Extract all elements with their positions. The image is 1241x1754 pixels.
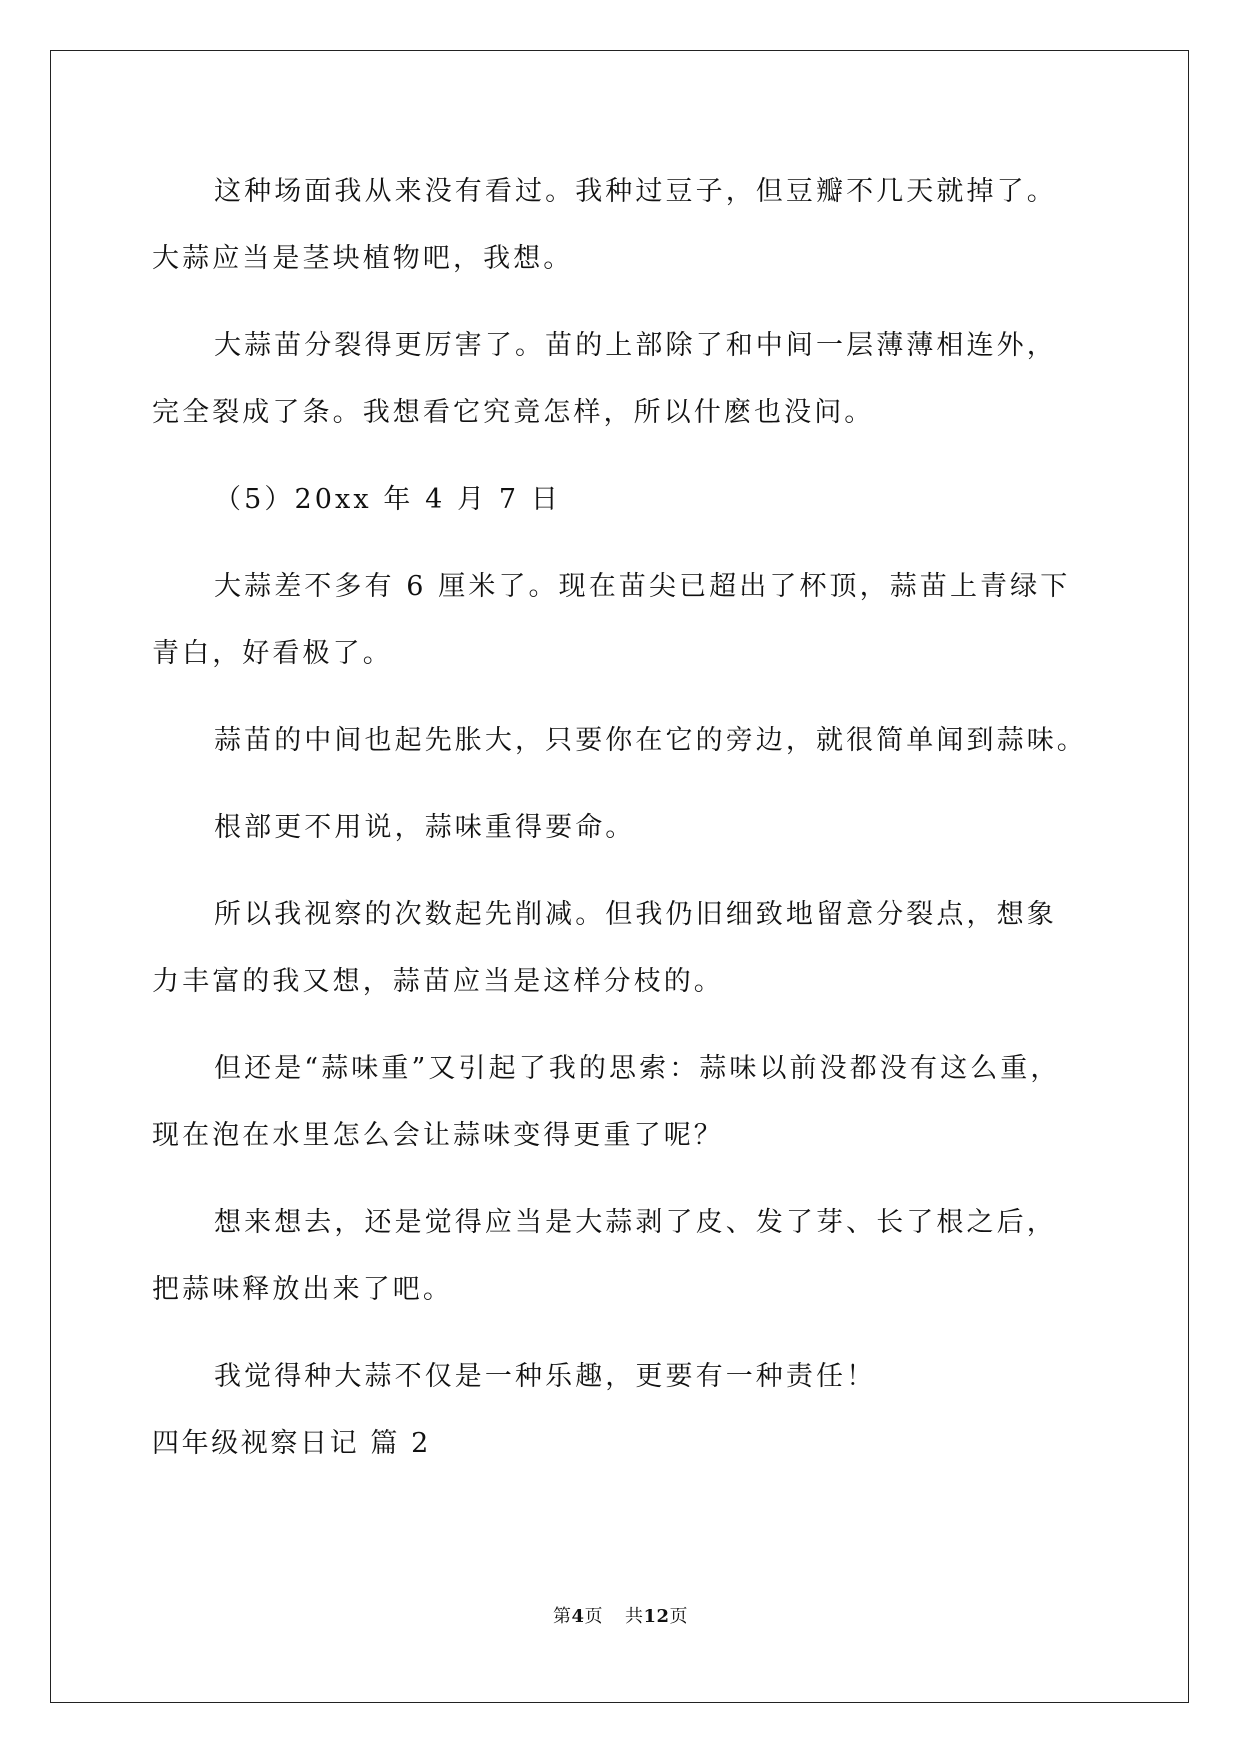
section-heading: 四年级视察日记 篇 2: [152, 1428, 431, 1459]
total-pages: 12: [643, 1606, 670, 1627]
paragraph-line: 蒜苗的中间也起先胀大，只要你在它的旁边，就很简单闻到蒜味。: [214, 725, 1087, 756]
page-suffix: 页: [584, 1606, 603, 1627]
paragraph-line: 力丰富的我又想，蒜苗应当是这样分枝的。: [152, 966, 724, 997]
date-line: （5）20xx 年 4 月 7 日: [214, 484, 561, 515]
paragraph-line: 大蒜应当是茎块植物吧，我想。: [152, 243, 574, 274]
paragraph-line: 我觉得种大蒜不仅是一种乐趣，更要有一种责任！: [214, 1361, 877, 1392]
paragraph-line: 但还是“蒜味重”又引起了我的思索：蒜味以前没都没有这么重，: [214, 1053, 1061, 1084]
paragraph-line: 这种场面我从来没有看过。我种过豆子，但豆瓣不几天就掉了。: [214, 176, 1057, 207]
page-footer: [0, 1602, 1241, 1628]
paragraph-line: 完全裂成了条。我想看它究竟怎样，所以什麽也没问。: [152, 397, 875, 428]
paragraph-line: 大蒜差不多有 6 厘米了。现在苗尖已超出了杯顶，蒜苗上青绿下: [214, 571, 1071, 602]
total-suffix: 页: [669, 1606, 689, 1627]
paragraph-line: 根部更不用说，蒜味重得要命。: [214, 812, 636, 843]
paragraph-line: 现在泡在水里怎么会让蒜味变得更重了呢？: [152, 1120, 724, 1151]
paragraph-line: 把蒜味释放出来了吧。: [152, 1274, 453, 1305]
paragraph-line: 所以我视察的次数起先削减。但我仍旧细致地留意分裂点，想象: [214, 899, 1057, 930]
page-number: 4: [571, 1606, 585, 1627]
total-prefix: 共: [624, 1606, 644, 1627]
paragraph-line: 大蒜苗分裂得更厉害了。苗的上部除了和中间一层薄薄相连外，: [214, 330, 1057, 361]
paragraph-line: 想来想去，还是觉得应当是大蒜剥了皮、发了芽、长了根之后，: [214, 1207, 1057, 1238]
paragraph-line: 青白，好看极了。: [152, 638, 393, 669]
page-prefix: 第: [552, 1606, 572, 1627]
